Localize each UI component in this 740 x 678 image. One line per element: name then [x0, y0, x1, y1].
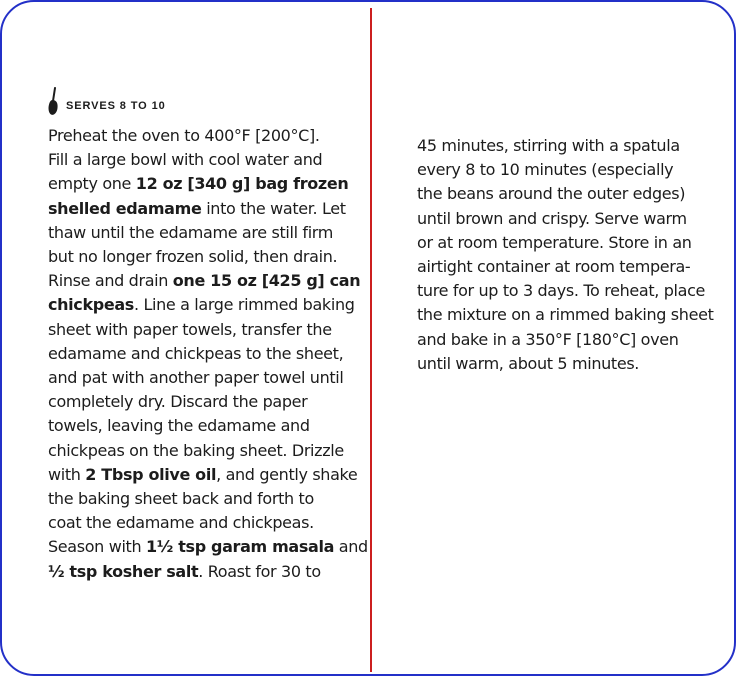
- instruction-line: [417, 255, 717, 279]
- instruction-text: coat the edamame and chickpeas.: [48, 513, 314, 533]
- column-divider: [370, 8, 372, 672]
- instruction-line: [417, 352, 717, 376]
- instruction-text: . Roast for 30 to: [198, 561, 321, 581]
- instruction-line: [417, 231, 717, 255]
- ingredient-text: one 15 oz [425 g] can: [172, 271, 361, 291]
- instruction-line: [48, 342, 348, 366]
- instruction-text: thaw until the edamame are still firm: [48, 222, 333, 242]
- spoon-icon: [46, 87, 62, 117]
- instruction-text: sheet with paper towels, transfer the: [48, 319, 332, 339]
- instructions-right-column: [417, 134, 717, 376]
- instruction-text: edamame and chickpeas to the sheet,: [48, 343, 344, 363]
- instruction-text: and: [334, 537, 368, 557]
- instruction-line: [48, 535, 368, 559]
- instructions-left-column: [48, 124, 368, 584]
- instruction-text: and pat with another paper towel until: [48, 368, 344, 388]
- instruction-line: [48, 124, 348, 148]
- instruction-text: Fill a large bowl with cool water and: [48, 150, 323, 170]
- instruction-line: [417, 303, 717, 327]
- instruction-text: and bake in a 350°F [180°C] oven: [417, 329, 679, 349]
- instruction-text: Preheat the oven to 400°F [200°C].: [48, 126, 320, 145]
- instruction-text: every 8 to 10 minutes (especially: [417, 160, 674, 180]
- instruction-text: Rinse and drain: [48, 271, 173, 291]
- instruction-line: [48, 390, 348, 414]
- instruction-text: , and gently shake: [216, 464, 358, 484]
- instruction-line: [48, 221, 348, 245]
- instruction-line: [417, 158, 717, 182]
- ingredient-text: chickpeas: [48, 295, 134, 315]
- instruction-text: ture for up to 3 days. To reheat, place: [417, 281, 706, 301]
- instruction-text: completely dry. Discard the paper: [48, 392, 308, 412]
- instruction-line: [48, 511, 348, 535]
- instruction-line: [417, 328, 717, 352]
- instruction-text: 45 minutes, stirring with a spatula: [417, 136, 680, 155]
- instruction-text: the mixture on a rimmed baking sheet: [417, 305, 714, 325]
- instruction-line: [48, 487, 348, 511]
- instruction-text: chickpeas on the baking sheet. Drizzle: [48, 440, 344, 460]
- instruction-text: with: [48, 464, 86, 484]
- serves-label: SERVES 8 TO 10: [66, 100, 166, 112]
- ingredient-text: ½ tsp kosher salt: [48, 561, 199, 581]
- instruction-text: . Line a large rimmed baking: [133, 295, 355, 315]
- instruction-text: Season with: [48, 537, 146, 557]
- instruction-line: [48, 560, 348, 584]
- instruction-line: [48, 414, 348, 438]
- instruction-text: into the water. Let: [201, 198, 346, 218]
- instruction-line: [48, 172, 348, 196]
- instruction-text: or at room temperature. Store in an: [417, 232, 692, 252]
- instruction-text: until warm, about 5 minutes.: [417, 353, 640, 373]
- instruction-line: [48, 293, 355, 317]
- instruction-text: the baking sheet back and forth to: [48, 489, 314, 509]
- instruction-line: [48, 148, 348, 172]
- instruction-line: [48, 463, 358, 487]
- instruction-text: but no longer frozen solid, then drain.: [48, 247, 338, 267]
- instruction-text: the beans around the outer edges): [417, 184, 686, 204]
- instruction-line: [48, 366, 348, 390]
- instruction-line: [48, 269, 361, 293]
- ingredient-text: 1½ tsp garam masala: [146, 537, 335, 557]
- instruction-line: [48, 197, 348, 221]
- instruction-line: [48, 439, 348, 463]
- instruction-line: [417, 182, 717, 206]
- instruction-line: [417, 207, 717, 231]
- instruction-text: until brown and crispy. Serve warm: [417, 208, 687, 228]
- instruction-text: towels, leaving the edamame and: [48, 416, 310, 436]
- serves-heading: [46, 87, 166, 117]
- ingredient-text: shelled edamame: [48, 198, 202, 218]
- instruction-text: airtight container at room tempera-: [417, 257, 691, 277]
- instruction-text: empty one: [48, 174, 136, 194]
- ingredient-text: 12 oz [340 g] bag frozen: [135, 174, 349, 194]
- instruction-line: [417, 279, 717, 303]
- ingredient-text: 2 Tbsp olive oil: [85, 464, 217, 484]
- instruction-line: [48, 245, 348, 269]
- instruction-line: [48, 318, 348, 342]
- instruction-line: [417, 134, 717, 158]
